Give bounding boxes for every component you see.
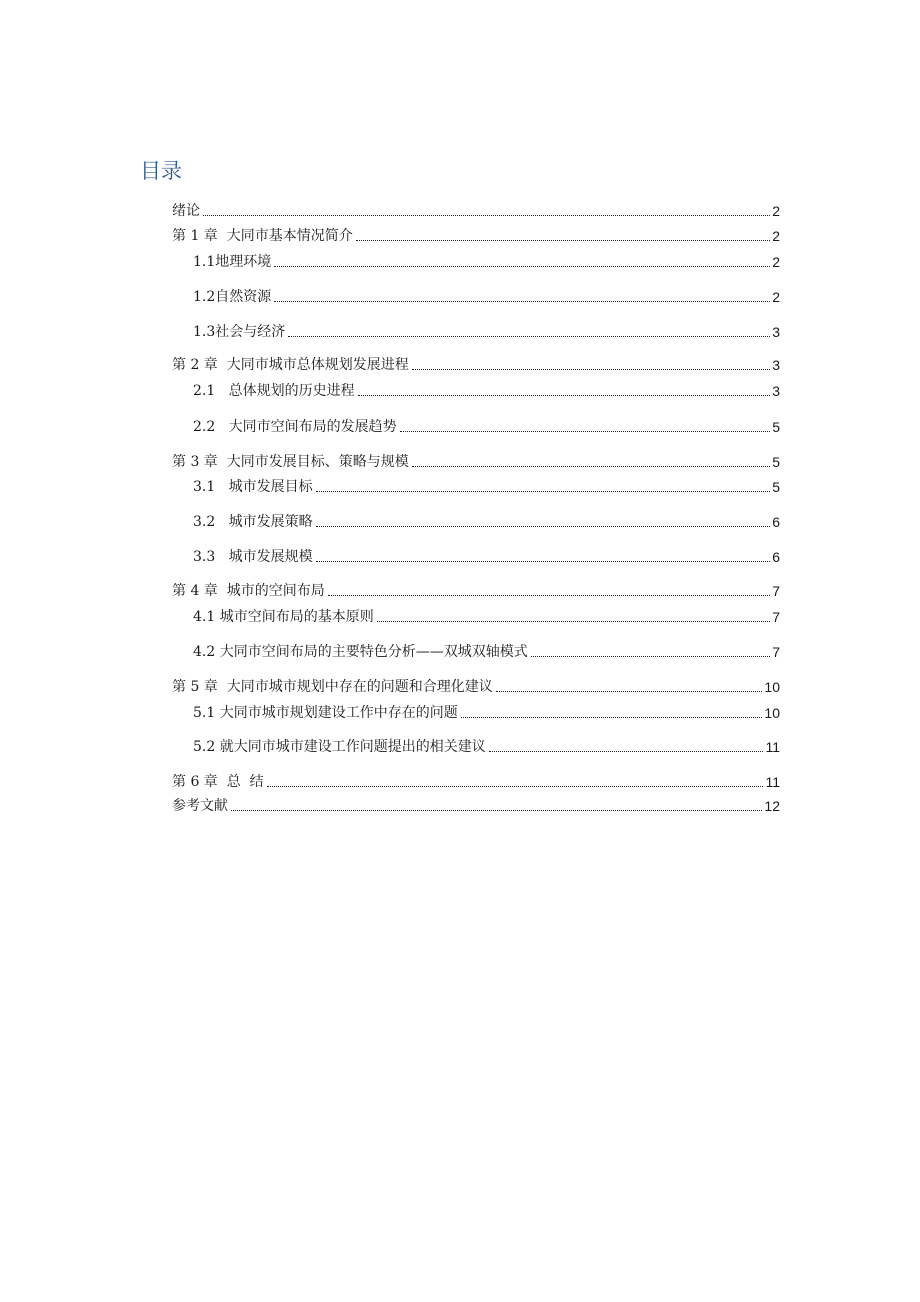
toc-entry-section-1-1[interactable] bbox=[193, 249, 780, 271]
dot-leader bbox=[274, 301, 770, 302]
toc-entry-section-2-2[interactable] bbox=[193, 414, 780, 436]
toc-page-number: 11 bbox=[765, 774, 780, 790]
toc-entry-section-2-1[interactable] bbox=[193, 378, 780, 400]
dot-leader bbox=[496, 691, 763, 692]
toc-entry-section-3-1[interactable] bbox=[193, 474, 780, 496]
toc-entry-label: 5.2 就大同市城市建设工作问题提出的相关建议 bbox=[193, 739, 486, 755]
toc-entry-label: 3.2 城市发展策略 bbox=[193, 514, 313, 530]
dot-leader bbox=[274, 266, 770, 267]
dot-leader bbox=[316, 561, 771, 562]
dot-leader bbox=[489, 751, 764, 752]
dot-leader bbox=[328, 595, 770, 596]
toc-entry-section-4-2[interactable] bbox=[193, 639, 780, 661]
toc-page-number: 11 bbox=[765, 739, 780, 755]
toc-entry-section-1-2[interactable] bbox=[193, 284, 780, 306]
dot-leader bbox=[356, 240, 770, 241]
toc-page-number: 5 bbox=[772, 454, 780, 470]
toc-entry-label: 4.1 城市空间布局的基本原则 bbox=[193, 609, 374, 625]
toc-entry-chapter-4[interactable] bbox=[172, 578, 780, 600]
toc-entry-chapter-5[interactable] bbox=[172, 674, 780, 696]
toc-page-number: 2 bbox=[772, 228, 780, 244]
dot-leader bbox=[412, 466, 770, 467]
toc-entry-label: 2.2 大同市空间布局的发展趋势 bbox=[193, 419, 397, 435]
toc-entry-section-3-3[interactable] bbox=[193, 544, 780, 566]
toc-entry-label: 3.3 城市发展规模 bbox=[193, 549, 313, 565]
dot-leader bbox=[288, 336, 770, 337]
toc-page-number: 7 bbox=[772, 583, 780, 599]
dot-leader bbox=[461, 717, 763, 718]
toc-page-number: 10 bbox=[764, 705, 780, 721]
toc-page-number: 2 bbox=[772, 203, 780, 219]
toc-entry-label: 2.1 总体规划的历史进程 bbox=[193, 383, 355, 399]
toc-entry-label: 第 3 章 大同市发展目标、策略与规模 bbox=[172, 454, 409, 470]
dot-leader bbox=[203, 215, 770, 216]
toc-entry-label: 第 2 章 大同市城市总体规划发展进程 bbox=[172, 357, 409, 373]
toc-page-number: 12 bbox=[764, 798, 780, 814]
toc-page-number: 3 bbox=[772, 324, 780, 340]
toc-heading: 目录 bbox=[140, 159, 182, 183]
toc-entry-label: 参考文献 bbox=[172, 798, 228, 814]
toc-page-number: 7 bbox=[772, 609, 780, 625]
toc-page-number: 5 bbox=[772, 479, 780, 495]
toc-entry-label: 第 6 章 总 结 bbox=[172, 774, 264, 790]
dot-leader bbox=[377, 621, 770, 622]
toc-entry-label: 1.1地理环境 bbox=[193, 254, 272, 270]
dot-leader bbox=[316, 526, 771, 527]
toc-entry-label: 第 1 章 大同市基本情况简介 bbox=[172, 228, 353, 244]
toc-entry-section-5-1[interactable] bbox=[193, 700, 780, 722]
toc-entry-chapter-6[interactable] bbox=[172, 769, 780, 791]
toc-page-number: 3 bbox=[772, 357, 780, 373]
toc-entry-label: 第 5 章 大同市城市规划中存在的问题和合理化建议 bbox=[172, 679, 493, 695]
toc-page-number: 6 bbox=[772, 514, 780, 530]
toc-entry-chapter-2[interactable] bbox=[172, 352, 780, 374]
dot-leader bbox=[231, 810, 762, 811]
toc-entry-references[interactable] bbox=[172, 793, 780, 815]
toc-entry-chapter-3[interactable] bbox=[172, 449, 780, 471]
toc-page-number: 2 bbox=[772, 254, 780, 270]
toc-entry-section-5-2[interactable] bbox=[193, 734, 780, 756]
toc-page-number: 2 bbox=[772, 289, 780, 305]
toc-entry-section-4-1[interactable] bbox=[193, 604, 780, 626]
toc-page-number: 3 bbox=[772, 383, 780, 399]
toc-entry-label: 4.2 大同市空间布局的主要特色分析——双城双轴模式 bbox=[193, 644, 528, 660]
toc-page-number: 10 bbox=[764, 679, 780, 695]
dot-leader bbox=[412, 369, 770, 370]
toc-entry-label: 绪论 bbox=[172, 203, 200, 219]
dot-leader bbox=[400, 431, 771, 432]
toc-page-number: 7 bbox=[772, 644, 780, 660]
toc-entry-section-3-2[interactable] bbox=[193, 509, 780, 531]
toc-entry-section-1-3[interactable] bbox=[193, 319, 780, 341]
toc-entry-label: 5.1 大同市城市规划建设工作中存在的问题 bbox=[193, 705, 458, 721]
dot-leader bbox=[531, 656, 770, 657]
dot-leader bbox=[316, 491, 771, 492]
toc-entry-label: 第 4 章 城市的空间布局 bbox=[172, 583, 325, 599]
dot-leader bbox=[267, 786, 764, 787]
toc-page-number: 5 bbox=[772, 419, 780, 435]
toc-entry-label: 3.1 城市发展目标 bbox=[193, 479, 313, 495]
toc-entry-chapter-1[interactable] bbox=[172, 223, 780, 245]
toc-page-number: 6 bbox=[772, 549, 780, 565]
toc-entry-label: 1.2自然资源 bbox=[193, 289, 272, 305]
dot-leader bbox=[358, 395, 771, 396]
toc-entry-introduction[interactable] bbox=[172, 198, 780, 220]
toc-entry-label: 1.3社会与经济 bbox=[193, 324, 286, 340]
